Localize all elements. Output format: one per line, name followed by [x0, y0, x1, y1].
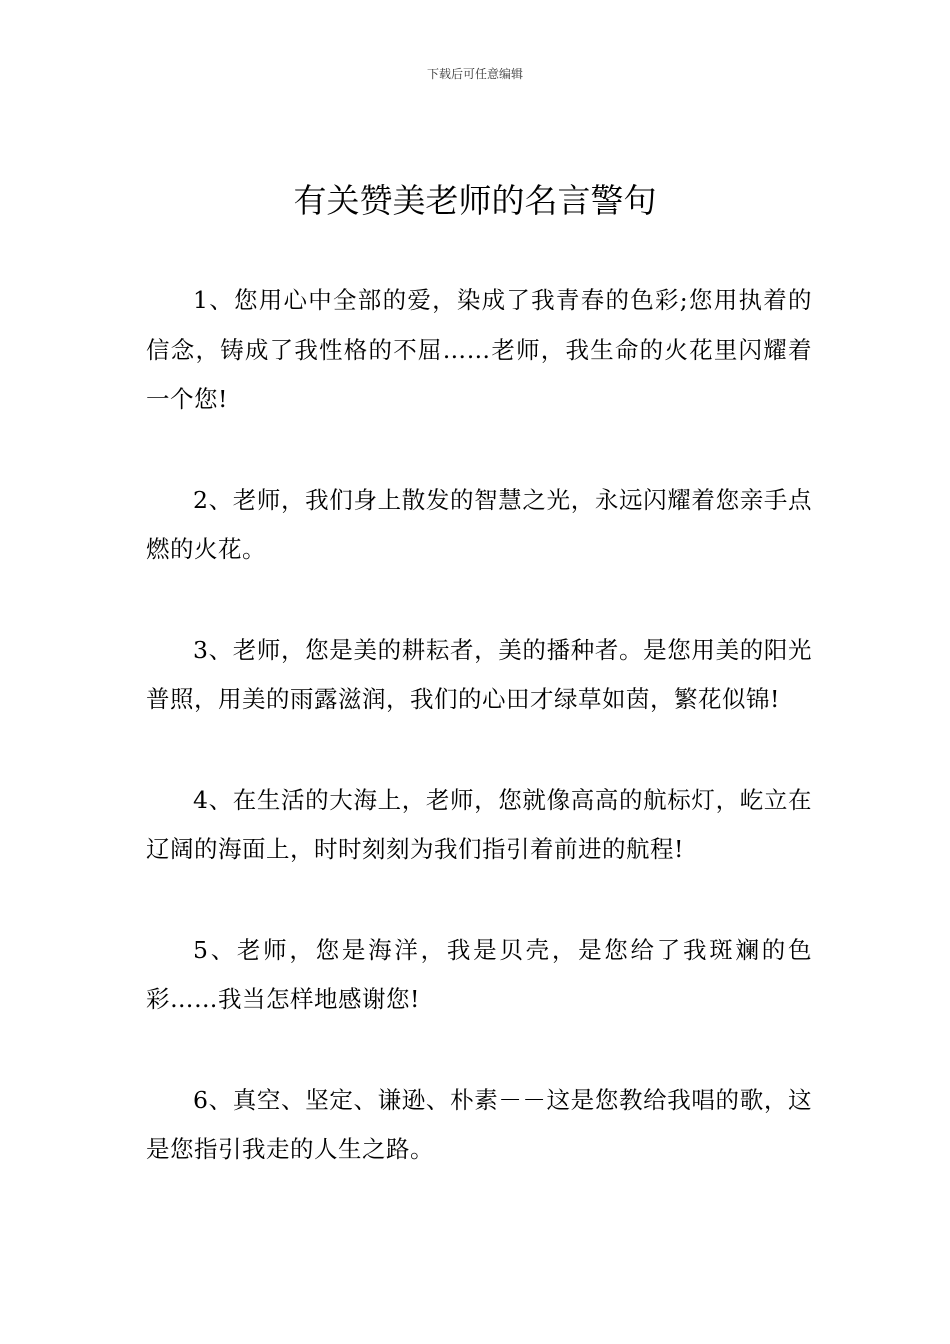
quote-paragraph-4: 4、在生活的大海上，老师，您就像高高的航标灯，屹立在辽阔的海面上，时时刻刻为我们指引着前进的航程!: [146, 785, 812, 863]
quote-paragraph-2: 2、老师，我们身上散发的智慧之光，永远闪耀着您亲手点燃的火花。: [146, 485, 812, 563]
document-title: 有关赞美老师的名言警句: [293, 181, 657, 220]
document-body: [146, 276, 812, 1226]
quote-paragraph-5: 5、老师，您是海洋，我是贝壳，是您给了我斑斓的色彩……我当怎样地感谢您!: [146, 935, 812, 1013]
quote-paragraph-3: 3、老师，您是美的耕耘者，美的播种者。是您用美的阳光普照，用美的雨露滋润，我们的心田才绿草如茵，繁花似锦!: [146, 635, 812, 713]
quote-paragraph-6: 6、真空、坚定、谦逊、朴素－－这是您教给我唱的歌，这是您指引我走的人生之路。: [146, 1085, 812, 1163]
header-note: 下载后可任意编辑: [426, 67, 523, 81]
quote-paragraph-1: 1、您用心中全部的爱，染成了我青春的色彩;您用执着的信念，铸成了我性格的不屈……老师，我生命的火花里闪耀着一个您!: [146, 286, 812, 413]
